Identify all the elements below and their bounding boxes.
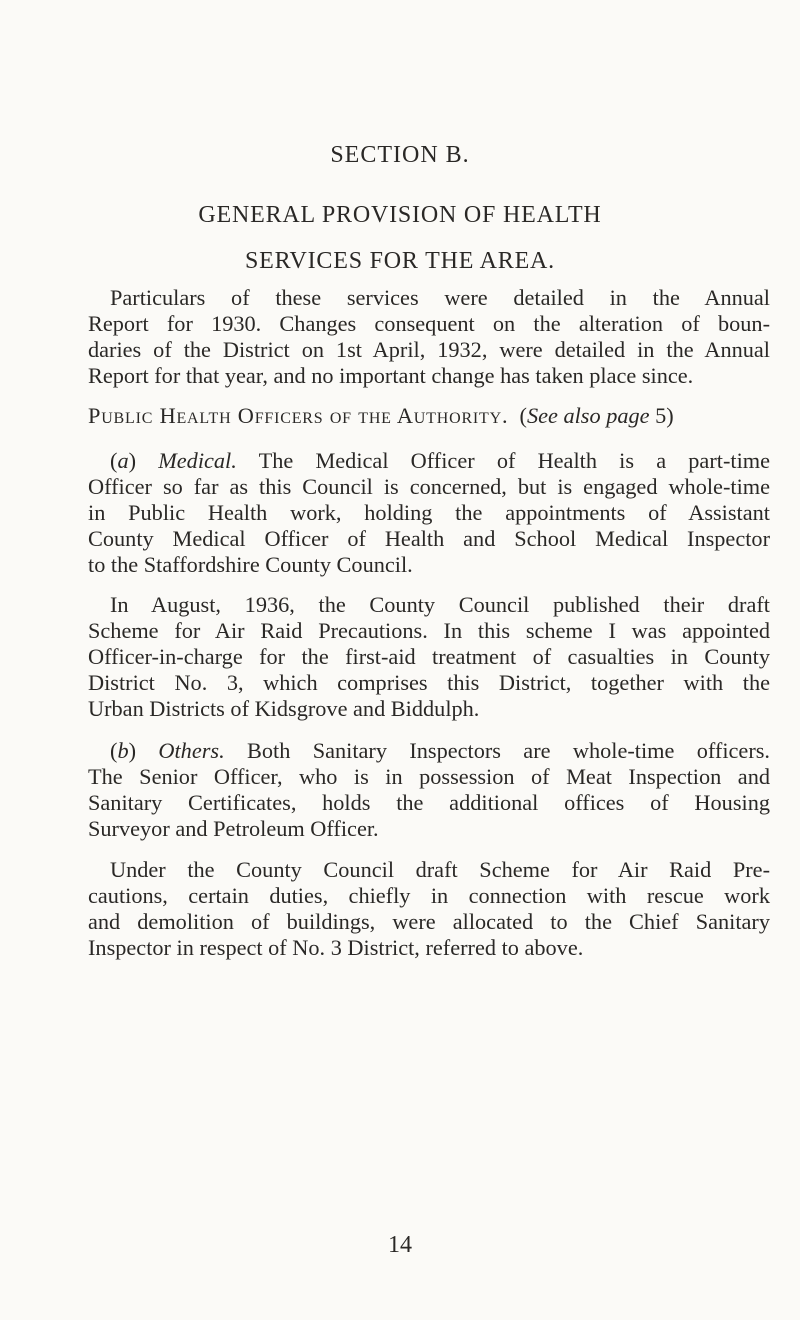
paragraph-line: Sanitary Certificates, holds the additional offices of Housing <box>88 790 770 815</box>
subsection-letter: b <box>117 738 129 763</box>
subsection-title: Medical. <box>158 448 237 473</box>
reference-open: ( <box>519 403 527 428</box>
paragraph-line: Officer so far as this Council is concerned, but is engaged whole-time <box>88 474 770 499</box>
paragraph-line: Officer-in-charge for the first-aid treatment of casualties in County <box>88 644 770 669</box>
title-line: GENERAL PROVISION OF HEALTH <box>198 202 602 228</box>
paragraph-line: Under the County Council draft Scheme for Air Raid Pre- <box>110 857 770 882</box>
paragraph-line: (b) Others. Both Sanitary Inspectors are whole-time officers. <box>110 738 771 763</box>
paragraph-line: cautions, certain duties, chiefly in connection with rescue work <box>88 883 770 908</box>
paragraph-line: District No. 3, which comprises this District, together with the <box>88 670 770 695</box>
paragraph-line: Report for that year, and no important change has taken place since. <box>88 363 694 388</box>
subsection-letter: a <box>117 448 129 473</box>
paragraph-line: Particulars of these services were detailed in the Annual <box>110 285 770 310</box>
paragraph-line: County Medical Officer of Health and School Medical Inspector <box>88 526 770 551</box>
paragraph-line: Report for 1930. Changes consequent on the alteration of boun- <box>88 311 770 336</box>
paragraph-line: (a) Medical. The Medical Officer of Health is a part-time <box>110 448 770 473</box>
intro-paragraph <box>88 285 770 389</box>
medical-paragraph <box>88 448 770 578</box>
paragraph-line: In August, 1936, the County Council published their draft <box>110 592 770 617</box>
page-title <box>0 192 800 284</box>
paragraph-line: Urban Districts of Kidsgrove and Biddulph. <box>88 696 480 721</box>
page-number: 14 <box>388 1232 412 1258</box>
paragraph-line: Surveyor and Petroleum Officer. <box>88 816 379 841</box>
page-reference-number: 5) <box>655 403 674 428</box>
paragraph-line: Inspector in respect of No. 3 District, referred to above. <box>88 935 584 960</box>
paragraph-line: Scheme for Air Raid Precautions. In this scheme I was appointed <box>88 618 770 643</box>
section-heading: SECTION B. <box>330 142 470 168</box>
officers-heading-text: Public Health Officers of the Authority. <box>88 403 509 428</box>
officers-heading <box>88 403 770 429</box>
officers-heading-line <box>88 403 770 429</box>
paragraph-line: in Public Health work, holding the appointments of Assistant <box>88 500 770 525</box>
subsection-title: Others. <box>158 738 225 763</box>
paragraph-line: daries of the District on 1st April, 1932, were detailed in the Annual <box>88 337 770 362</box>
paragraph-line: to the Staffordshire County Council. <box>88 552 413 577</box>
draft-scheme-paragraph <box>88 857 770 961</box>
paragraph-line: and demolition of buildings, were allocated to the Chief Sanitary <box>88 909 770 934</box>
paragraph-line: The Senior Officer, who is in possession of Meat Inspection and <box>88 764 770 789</box>
title-line: SERVICES FOR THE AREA. <box>245 248 555 274</box>
others-paragraph <box>88 738 770 842</box>
page-reference: See also page <box>526 403 650 428</box>
air-raid-paragraph <box>88 592 770 722</box>
